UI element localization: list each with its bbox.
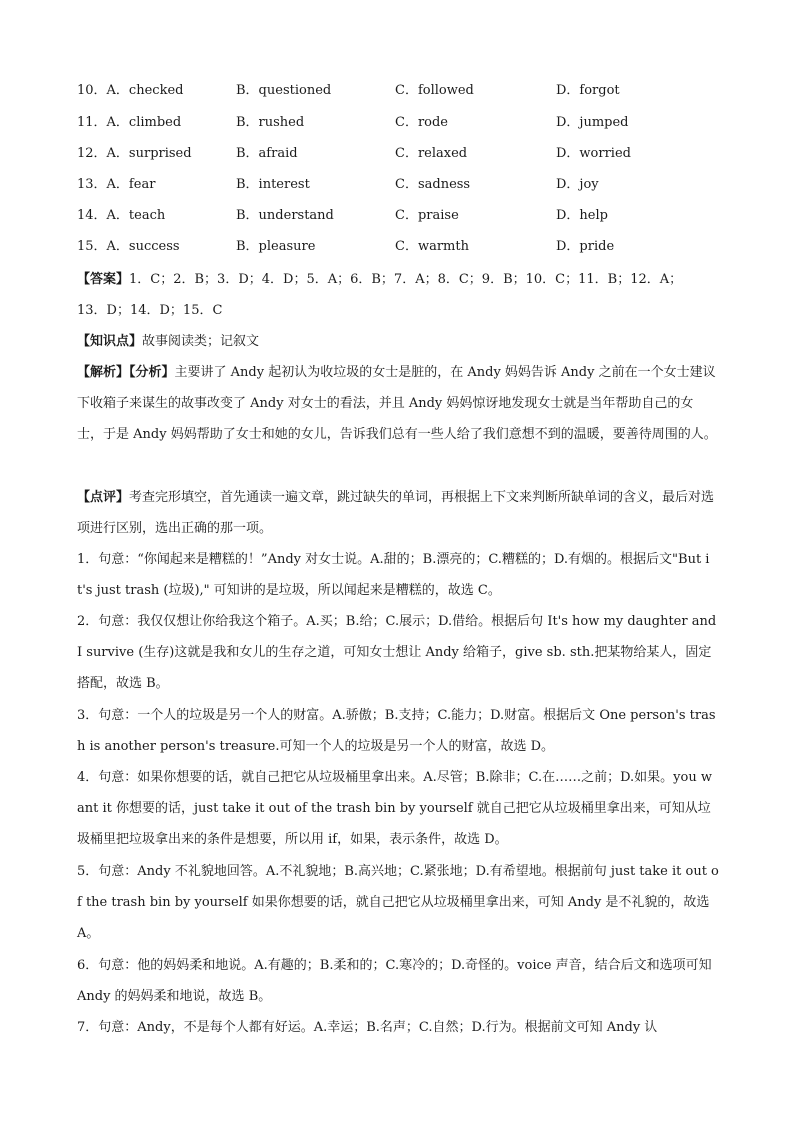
option-c: C．warmth (395, 239, 469, 254)
explanation-item-1: 1．句意：“你闻起来是糟糕的！”Andy 对女士说。A.甜的；B.漂亮的；C.糟糕的；D.有烟的。根据后文"But it's just trash (垃圾)," 可知讲的是垃圾，所以闻起来是糟糕的，故选 C。 (77, 552, 710, 599)
option-d: D．joy (556, 177, 599, 192)
option-c: C．sadness (395, 177, 471, 192)
option-d: D．help (556, 208, 608, 223)
answer-line-1: 1．C；2．B；3．D；4．D；5．A；6．B；7．A；8．C；9．B；10．C；11．B；12．A； (129, 272, 683, 287)
comment-text: 考查完形填空，首先通读一遍文章，跳过缺失的单词，再根据上下文来判断所缺单词的含义，最后对选项进行区别，选出正确的那一项。 (77, 490, 715, 537)
option-b: B．interest (236, 177, 310, 192)
analysis-text: 主要讲了 Andy 起初认为收垃圾的女士是脏的，在 Andy 妈妈告诉 Andy 之前在一个女士建议下收箱子来谋生的故事改变了 Andy 对女士的看法，并且 Andy 妈妈惊讶地发现女士就是当年帮助自己的女士，于是 Andy 妈妈帮助了女士和她的女儿，告诉我们总有一些人给了我们意想不到的温暖，要善待周围的人。 (77, 365, 717, 443)
option-b: B．understand (236, 208, 334, 223)
answer-line-2: 13．D；14．D；15．C (77, 303, 223, 319)
answer-tag: 【答案】 (77, 272, 130, 287)
option-c: C．relaxed (395, 146, 468, 161)
comment-tag: 【点评】 (77, 490, 130, 505)
option-b: B．pleasure (236, 239, 316, 254)
analysis-section (77, 357, 719, 451)
explanation-item-3: 3．句意：一个人的垃圾是另一个人的财富。A.骄傲；B.支持；C.能力；D.财富。根据后文 One person's trash is another person's treasure.可知一个人的垃圾是另一个人的财富，故选 D。 (77, 708, 716, 755)
knowledge-section (77, 326, 719, 357)
option-d: D．jumped (556, 115, 629, 130)
option-d: D．pride (556, 239, 615, 254)
analysis-tag: 【解析】 (77, 365, 130, 380)
knowledge-text: 故事阅读类；记叙文 (142, 334, 260, 349)
option-a: 10．A．checked (77, 83, 184, 98)
explanation-item-2: 2．句意：我仅仅想让你给我这个箱子。A.买；B.给；C.展示；D.借给。根据后句 It's how my daughter and I survive (生存)这就是我和女儿的生存之道，可知女士想让 Andy 给箱子，give sb. sth.把某物给某人，固定搭配，故选 B。 (77, 614, 721, 692)
knowledge-tag: 【知识点】 (77, 334, 143, 349)
option-c: C．followed (395, 83, 474, 98)
option-a: 13．A．fear (77, 177, 156, 192)
option-a: 12．A．surprised (77, 146, 192, 161)
answer-section (77, 264, 719, 326)
option-c: C．rode (395, 115, 449, 130)
option-d: D．forgot (556, 83, 620, 98)
option-d: D．worried (556, 146, 631, 161)
option-b: B．afraid (236, 146, 298, 161)
explanation-item-5: 5．句意：Andy 不礼貌地回答。A.不礼貌地；B.高兴地；C.紧张地；D.有希望地。根据前句 just take it out of the trash bin by yourself 如果你想要的话，就自己把它从垃圾桶里拿出来，可知 Andy 是不礼貌的，故选 A。 (77, 864, 719, 942)
option-a: 15．A．success (77, 239, 180, 254)
explanation-item-6: 6．句意：他的妈妈柔和地说。A.有趣的；B.柔和的；C.寒冷的；D.奇怪的。voice 声音，结合后文和选项可知 Andy 的妈妈柔和地说，故选 B。 (77, 958, 716, 1005)
comment-section (77, 482, 719, 544)
explanation-item-4: 4．句意：如果你想要的话，就自己把它从垃圾桶里拿出来。A.尽管；B.除非；C.在……之前；D.如果。you want it 你想要的话，just take it out of the trash bin by yourself 就自己把它从垃圾桶里拿出来，可知从垃圾桶里把垃圾拿出来的条件是想要，所以用 if，如果，表示条件，故选 D。 (77, 770, 712, 848)
option-b: B．questioned (236, 83, 332, 98)
option-b: B．rushed (236, 115, 305, 130)
analysis-subtag: 【分析】 (129, 365, 175, 380)
option-c: C．praise (395, 208, 459, 223)
explanation-item-7: 7．句意：Andy，不是每个人都有好运。A.幸运；B.名声；C.自然；D.行为。根据前文可知 Andy 认 (77, 1020, 658, 1035)
option-a: 14．A．teach (77, 208, 166, 223)
option-a: 11．A．climbed (77, 115, 182, 130)
